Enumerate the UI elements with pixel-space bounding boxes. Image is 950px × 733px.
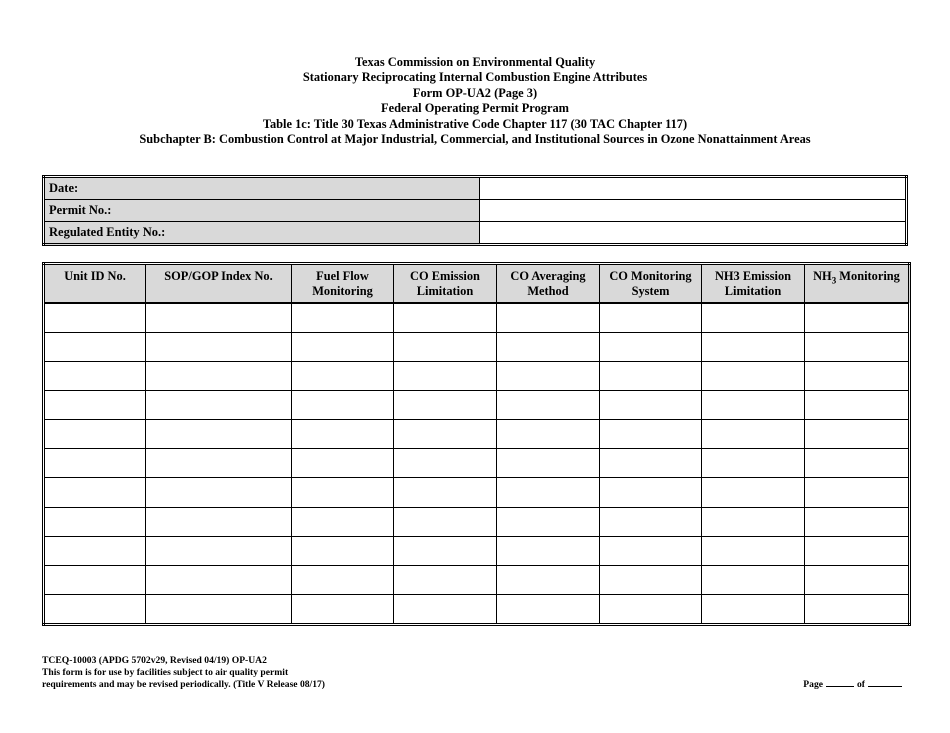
cell-co-averaging-method[interactable] (497, 594, 600, 624)
col-unit-id: Unit ID No. (44, 264, 146, 304)
table-title: Table 1c: Title 30 Texas Administrative Code Chapter 117 (30 TAC Chapter 117) (262, 116, 688, 131)
cell-co-averaging-method[interactable] (497, 536, 600, 565)
form-header (0, 55, 950, 147)
cell-co-emission-limitation[interactable] (394, 391, 497, 420)
cell-co-monitoring-system[interactable] (600, 333, 702, 362)
cell-co-averaging-method[interactable] (497, 478, 600, 507)
permit-label: Permit No.: (44, 200, 480, 222)
cell-fuel-flow-monitoring[interactable] (292, 449, 394, 478)
cell-co-monitoring-system[interactable] (600, 536, 702, 565)
cell-unit-id[interactable] (44, 449, 146, 478)
cell-sop-gop-index[interactable] (146, 449, 292, 478)
of-label: of (857, 679, 865, 690)
cell-unit-id[interactable] (44, 507, 146, 536)
cell-unit-id[interactable] (44, 303, 146, 333)
cell-co-averaging-method[interactable] (497, 391, 600, 420)
cell-nh3-emission-limitation[interactable] (702, 536, 805, 565)
page-number (803, 677, 902, 690)
form-number: Form OP-UA2 (Page 3) (412, 85, 538, 100)
form-footer (42, 655, 325, 692)
cell-sop-gop-index[interactable] (146, 362, 292, 391)
cell-unit-id[interactable] (44, 478, 146, 507)
cell-co-emission-limitation[interactable] (394, 565, 497, 594)
permit-row (44, 200, 907, 222)
cell-co-monitoring-system[interactable] (600, 391, 702, 420)
page-total-blank[interactable] (868, 677, 902, 687)
cell-nh3-emission-limitation[interactable] (702, 449, 805, 478)
attributes-table (42, 262, 911, 626)
col-sop-gop-index: SOP/GOP Index No. (146, 264, 292, 304)
cell-unit-id[interactable] (44, 594, 146, 624)
entity-row (44, 221, 907, 244)
cell-sop-gop-index[interactable] (146, 594, 292, 624)
table-row (44, 333, 910, 362)
cell-co-averaging-method[interactable] (497, 362, 600, 391)
cell-sop-gop-index[interactable] (146, 303, 292, 333)
cell-nh3-monitoring[interactable] (805, 536, 910, 565)
table-row (44, 594, 910, 624)
table-row (44, 536, 910, 565)
cell-fuel-flow-monitoring[interactable] (292, 333, 394, 362)
col-co-monitoring-system: CO Monitoring System (600, 264, 702, 304)
cell-fuel-flow-monitoring[interactable] (292, 536, 394, 565)
cell-nh3-monitoring[interactable] (805, 362, 910, 391)
permit-field[interactable] (480, 200, 907, 222)
page-label: Page (803, 679, 823, 690)
cell-unit-id[interactable] (44, 420, 146, 449)
cell-sop-gop-index[interactable] (146, 536, 292, 565)
cell-nh3-emission-limitation[interactable] (702, 420, 805, 449)
cell-nh3-emission-limitation[interactable] (702, 303, 805, 333)
table-row (44, 391, 910, 420)
cell-nh3-emission-limitation[interactable] (702, 391, 805, 420)
cell-sop-gop-index[interactable] (146, 333, 292, 362)
cell-unit-id[interactable] (44, 536, 146, 565)
cell-nh3-monitoring[interactable] (805, 420, 910, 449)
table-row (44, 507, 910, 536)
cell-co-monitoring-system[interactable] (600, 420, 702, 449)
cell-co-monitoring-system[interactable] (600, 507, 702, 536)
col-co-averaging-method: CO Averaging Method (497, 264, 600, 304)
usage-note-2: requirements and may be revised periodically. (Title V Release 08/17) (42, 679, 326, 691)
cell-co-emission-limitation[interactable] (394, 507, 497, 536)
cell-fuel-flow-monitoring[interactable] (292, 594, 394, 624)
cell-nh3-monitoring[interactable] (805, 594, 910, 624)
date-row (44, 177, 907, 200)
table-row (44, 478, 910, 507)
cell-co-emission-limitation[interactable] (394, 478, 497, 507)
cell-nh3-monitoring[interactable] (805, 507, 910, 536)
cell-nh3-emission-limitation[interactable] (702, 565, 805, 594)
table-row (44, 565, 910, 594)
cell-co-monitoring-system[interactable] (600, 565, 702, 594)
cell-co-emission-limitation[interactable] (394, 594, 497, 624)
cell-fuel-flow-monitoring[interactable] (292, 420, 394, 449)
cell-sop-gop-index[interactable] (146, 507, 292, 536)
date-label: Date: (44, 177, 480, 200)
cell-nh3-emission-limitation[interactable] (702, 478, 805, 507)
program-name: Federal Operating Permit Program (381, 101, 569, 116)
cell-co-emission-limitation[interactable] (394, 536, 497, 565)
cell-unit-id[interactable] (44, 565, 146, 594)
cell-nh3-monitoring[interactable] (805, 391, 910, 420)
table-row (44, 303, 910, 333)
cell-nh3-monitoring[interactable] (805, 478, 910, 507)
cell-fuel-flow-monitoring[interactable] (292, 391, 394, 420)
cell-fuel-flow-monitoring[interactable] (292, 362, 394, 391)
cell-unit-id[interactable] (44, 362, 146, 391)
cell-nh3-monitoring[interactable] (805, 333, 910, 362)
agency-title: Texas Commission on Environmental Quality (354, 55, 596, 69)
cell-fuel-flow-monitoring[interactable] (292, 478, 394, 507)
table-row (44, 420, 910, 449)
usage-note-1: This form is for use by facilities subject to air quality permit (42, 667, 289, 679)
cell-co-monitoring-system[interactable] (600, 303, 702, 333)
cell-co-averaging-method[interactable] (497, 303, 600, 333)
cell-co-monitoring-system[interactable] (600, 362, 702, 391)
cell-sop-gop-index[interactable] (146, 565, 292, 594)
cell-co-emission-limitation[interactable] (394, 303, 497, 333)
cell-fuel-flow-monitoring[interactable] (292, 303, 394, 333)
cell-co-monitoring-system[interactable] (600, 449, 702, 478)
cell-fuel-flow-monitoring[interactable] (292, 565, 394, 594)
cell-nh3-emission-limitation[interactable] (702, 594, 805, 624)
cell-nh3-monitoring[interactable] (805, 449, 910, 478)
cell-sop-gop-index[interactable] (146, 420, 292, 449)
table-row (44, 449, 910, 478)
page-number-blank[interactable] (826, 677, 854, 687)
table-row (44, 362, 910, 391)
subchapter-title: Subchapter B: Combustion Control at Major Industrial, Commercial, and Institutional Sources in Ozone Nonattainment Areas (139, 132, 811, 147)
date-field[interactable] (480, 177, 907, 200)
cell-unit-id[interactable] (44, 333, 146, 362)
cell-co-averaging-method[interactable] (497, 333, 600, 362)
identification-table (42, 175, 908, 246)
cell-co-monitoring-system[interactable] (600, 478, 702, 507)
cell-sop-gop-index[interactable] (146, 391, 292, 420)
table-body (44, 303, 910, 625)
entity-field[interactable] (480, 221, 907, 244)
entity-label: Regulated Entity No.: (44, 221, 480, 244)
cell-co-emission-limitation[interactable] (394, 333, 497, 362)
cell-co-emission-limitation[interactable] (394, 420, 497, 449)
col-co-emission-limitation: CO Emission Limitation (394, 264, 497, 304)
cell-co-averaging-method[interactable] (497, 449, 600, 478)
header-row (44, 264, 910, 304)
cell-nh3-emission-limitation[interactable] (702, 333, 805, 362)
cell-nh3-monitoring[interactable] (805, 565, 910, 594)
cell-nh3-monitoring[interactable] (805, 303, 910, 333)
col-fuel-flow-monitoring: Fuel Flow Monitoring (292, 264, 394, 304)
form-subject: Stationary Reciprocating Internal Combustion Engine Attributes (302, 70, 648, 85)
cell-co-averaging-method[interactable] (497, 420, 600, 449)
cell-co-emission-limitation[interactable] (394, 362, 497, 391)
cell-co-monitoring-system[interactable] (600, 594, 702, 624)
cell-sop-gop-index[interactable] (146, 478, 292, 507)
cell-nh3-emission-limitation[interactable] (702, 507, 805, 536)
cell-co-emission-limitation[interactable] (394, 449, 497, 478)
cell-fuel-flow-monitoring[interactable] (292, 507, 394, 536)
col-nh3-emission-limitation: NH3 Emission Limitation (702, 264, 805, 304)
cell-unit-id[interactable] (44, 391, 146, 420)
cell-co-averaging-method[interactable] (497, 507, 600, 536)
form-revision: TCEQ-10003 (APDG 5702v29, Revised 04/19) OP-UA2 (42, 655, 267, 666)
cell-co-averaging-method[interactable] (497, 565, 600, 594)
col-nh3-monitoring: $NH_3$ Monitoring (805, 264, 910, 304)
cell-nh3-emission-limitation[interactable] (702, 362, 805, 391)
